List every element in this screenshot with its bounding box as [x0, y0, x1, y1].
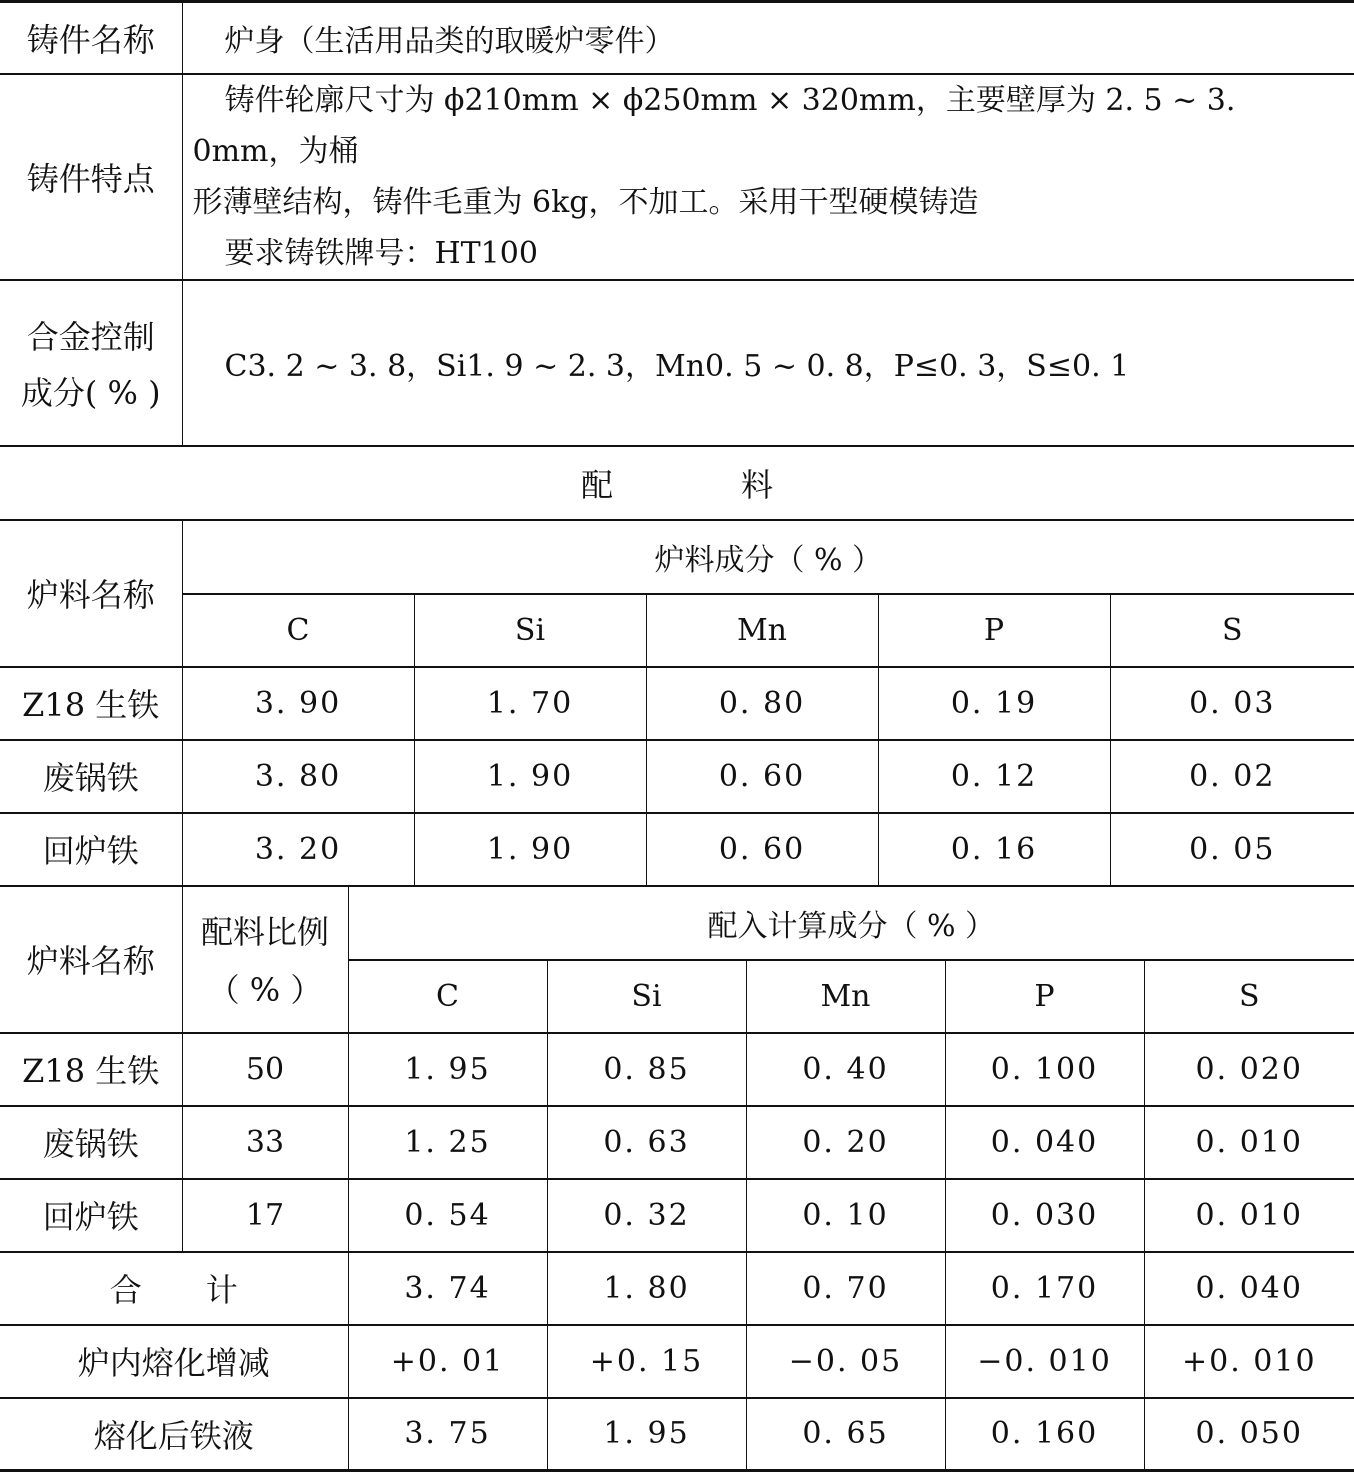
- calc-ratio-header-line-2: （ % ）: [183, 965, 348, 1011]
- calc-group-header: 配入计算成分（ % ）: [348, 887, 1354, 960]
- calc-col-mn: Mn: [746, 960, 945, 1033]
- calc-cell: 0. 85: [547, 1033, 746, 1106]
- calc-cell: 0. 010: [1144, 1179, 1354, 1252]
- calc-cell: 0. 20: [746, 1106, 945, 1179]
- summary-cell: 0. 040: [1144, 1252, 1354, 1325]
- summary-row-change: [0, 1325, 1354, 1398]
- charge-cell: 0. 12: [878, 740, 1110, 813]
- summary-cell: 0. 160: [945, 1398, 1144, 1471]
- summary-cell: 0. 70: [746, 1252, 945, 1325]
- summary-cell: 0. 050: [1144, 1398, 1354, 1471]
- calc-cell: 0. 100: [945, 1033, 1144, 1106]
- charge-cell: 0. 60: [646, 740, 878, 813]
- calc-col-s: S: [1144, 960, 1354, 1033]
- summary-cell: 1. 80: [547, 1252, 746, 1325]
- calculated-composition-table: [0, 887, 1354, 1472]
- charge-cell: 1. 70: [414, 667, 646, 740]
- calc-row-ratio: 17: [182, 1179, 348, 1252]
- calc-row-ratio: 33: [182, 1106, 348, 1179]
- feature-line-3: 要求铸铁牌号：HT100: [193, 228, 1345, 279]
- summary-label-total: 合 计: [0, 1252, 348, 1325]
- calc-row-name: 废锅铁: [0, 1106, 182, 1179]
- calc-row-name: 回炉铁: [0, 1179, 182, 1252]
- charge-cell: 0. 05: [1110, 813, 1354, 886]
- charge-col-c: C: [182, 594, 414, 667]
- feature-line-1: 铸件轮廓尺寸为 ϕ210mm × ϕ250mm × 320mm，主要壁厚为 2. 5 ~ 3. 0mm，为桶: [193, 75, 1345, 177]
- charge-col-si: Si: [414, 594, 646, 667]
- charge-cell: 3. 20: [182, 813, 414, 886]
- casting-name-label: 铸件名称: [0, 2, 182, 74]
- summary-label-result: 熔化后铁液: [0, 1398, 348, 1471]
- charge-cell: 1. 90: [414, 740, 646, 813]
- calc-cell: 0. 63: [547, 1106, 746, 1179]
- summary-row-result: [0, 1398, 1354, 1471]
- charge-cell: 0. 60: [646, 813, 878, 886]
- feature-line-2: 形薄壁结构，铸件毛重为 6kg，不加工。采用干型硬模铸造: [193, 177, 1345, 228]
- calc-cell: 0. 54: [348, 1179, 547, 1252]
- calc-row-ratio: 50: [182, 1033, 348, 1106]
- calc-col-si: Si: [547, 960, 746, 1033]
- calc-ratio-header-line-1: 配料比例: [183, 907, 348, 953]
- section-title-table: [0, 447, 1354, 521]
- alloy-label-line-2: 成分( % ): [0, 368, 182, 414]
- charge-col-mn: Mn: [646, 594, 878, 667]
- calc-cell: 0. 32: [547, 1179, 746, 1252]
- summary-cell: 0. 65: [746, 1398, 945, 1471]
- summary-cell: +0. 15: [547, 1325, 746, 1398]
- summary-cell: −0. 010: [945, 1325, 1144, 1398]
- calc-cell: 0. 040: [945, 1106, 1144, 1179]
- summary-cell: 0. 170: [945, 1252, 1144, 1325]
- calc-cell: 0. 010: [1144, 1106, 1354, 1179]
- charge-group-header: 炉料成分（ % ）: [182, 521, 1354, 594]
- table-row: [0, 1033, 1354, 1106]
- charge-cell: 3. 90: [182, 667, 414, 740]
- casting-name-value: 炉身（生活用品类的取暖炉零件）: [182, 2, 1354, 74]
- charge-cell: 0. 19: [878, 667, 1110, 740]
- summary-cell: +0. 01: [348, 1325, 547, 1398]
- calc-cell: 0. 030: [945, 1179, 1144, 1252]
- casting-feature-value: [182, 74, 1354, 280]
- calc-cell: 1. 25: [348, 1106, 547, 1179]
- charge-col-p: P: [878, 594, 1110, 667]
- charge-composition-table: [0, 521, 1354, 887]
- charge-cell: 0. 02: [1110, 740, 1354, 813]
- casting-feature-row: [0, 74, 1354, 280]
- alloy-label-line-1: 合金控制: [0, 312, 182, 358]
- calc-cell: 0. 40: [746, 1033, 945, 1106]
- charge-cell: 3. 80: [182, 740, 414, 813]
- charge-cell: 0. 16: [878, 813, 1110, 886]
- charge-cell: 0. 80: [646, 667, 878, 740]
- calc-ratio-header: [182, 887, 348, 1033]
- summary-cell: 3. 74: [348, 1252, 547, 1325]
- alloy-value: C3. 2 ~ 3. 8，Si1. 9 ~ 2. 3，Mn0. 5 ~ 0. 8，P≤0. 3，S≤0. 1: [182, 280, 1354, 446]
- summary-cell: 1. 95: [547, 1398, 746, 1471]
- summary-cell: −0. 05: [746, 1325, 945, 1398]
- calc-col-c: C: [348, 960, 547, 1033]
- charge-row-name: 回炉铁: [0, 813, 182, 886]
- section-title: 配 料: [0, 447, 1354, 520]
- summary-label-change: 炉内熔化增减: [0, 1325, 348, 1398]
- calc-cell: 0. 10: [746, 1179, 945, 1252]
- alloy-row: [0, 280, 1354, 446]
- summary-row-total: [0, 1252, 1354, 1325]
- calc-row-name: Z18 生铁: [0, 1033, 182, 1106]
- table-row: [0, 1106, 1354, 1179]
- casting-name-row: [0, 2, 1354, 74]
- charge-cell: 1. 90: [414, 813, 646, 886]
- table-row: [0, 813, 1354, 886]
- charge-name-header: 炉料名称: [0, 521, 182, 667]
- table-row: [0, 667, 1354, 740]
- summary-cell: +0. 010: [1144, 1325, 1354, 1398]
- calc-name-header: 炉料名称: [0, 887, 182, 1033]
- casting-info-table: [0, 0, 1354, 447]
- charge-row-name: Z18 生铁: [0, 667, 182, 740]
- charge-col-s: S: [1110, 594, 1354, 667]
- charge-row-name: 废锅铁: [0, 740, 182, 813]
- casting-feature-label: 铸件特点: [0, 74, 182, 280]
- calc-cell: 0. 020: [1144, 1033, 1354, 1106]
- charge-cell: 0. 03: [1110, 667, 1354, 740]
- table-row: [0, 740, 1354, 813]
- alloy-label: [0, 280, 182, 446]
- calc-col-p: P: [945, 960, 1144, 1033]
- summary-cell: 3. 75: [348, 1398, 547, 1471]
- table-row: [0, 1179, 1354, 1252]
- calc-cell: 1. 95: [348, 1033, 547, 1106]
